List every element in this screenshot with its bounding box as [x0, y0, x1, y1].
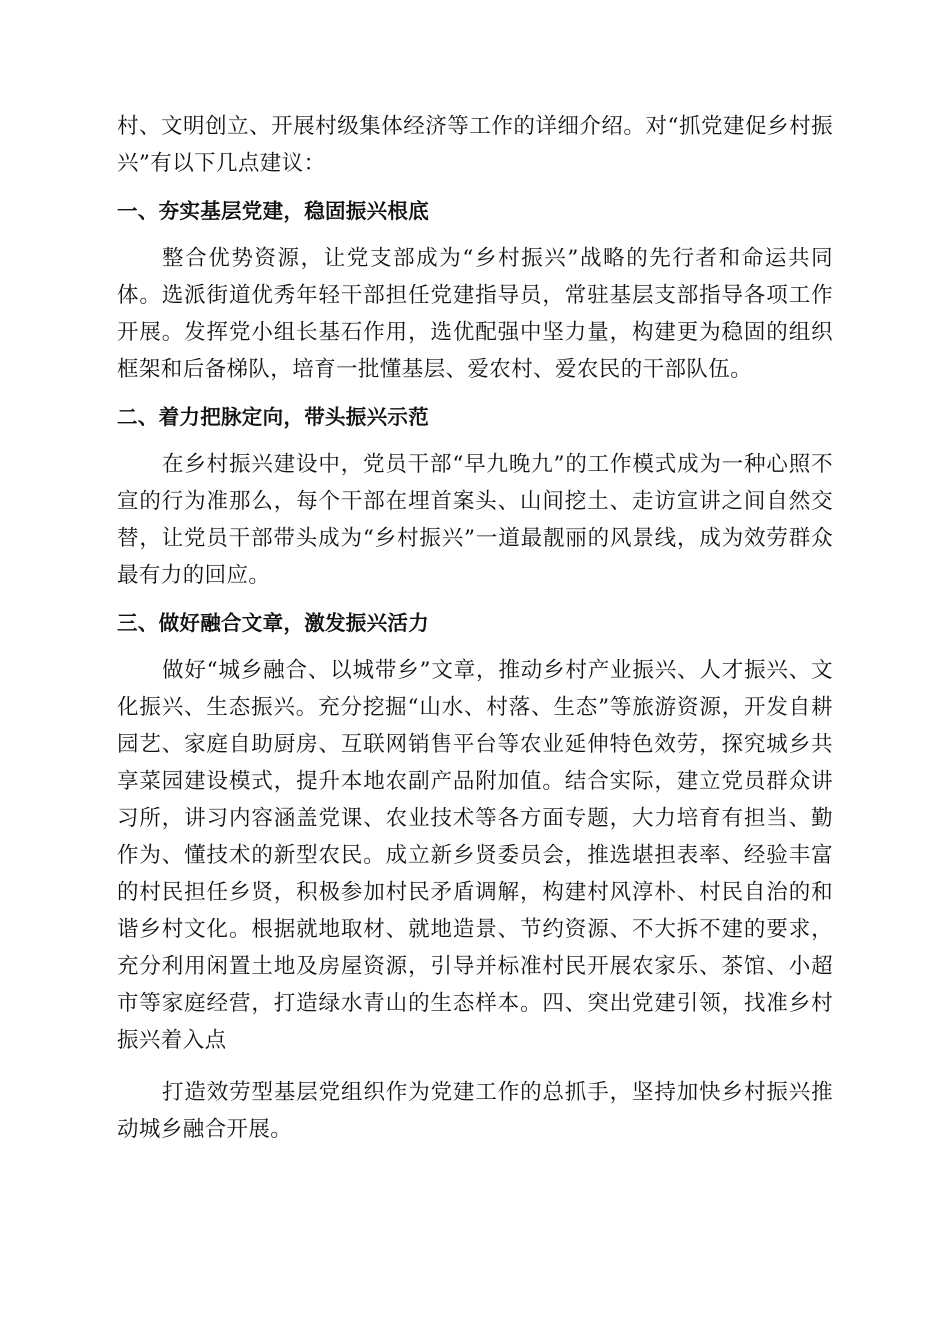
- closing-paragraph: 打造效劳型基层党组织作为党建工作的总抓手，坚持加快乡村振兴推动城乡融合开展。: [117, 1080, 833, 1142]
- section-body-1: 整合优势资源，让党支部成为“乡村振兴”战略的先行者和命运共同体。选派街道优秀年轻干部担任党建指导员，常驻基层支部指导各项工作开展。发挥党小组长基石作用，选优配强中坚力量，构建更为稳固的组织框架和后备梯队，培育一批懂基层、爱农村、爱农民的干部队伍。: [117, 246, 833, 382]
- document-page: [117, 108, 833, 1148]
- section-body-3: 做好“城乡融合、以城带乡”文章，推动乡村产业振兴、人才振兴、文化振兴、生态振兴。充分挖掘“山水、村落、生态”等旅游资源，开发自耕园艺、家庭自助厨房、互联网销售平台等农业延伸特色效劳，探究城乡共享菜园建设模式，提升本地农副产品附加值。结合实际，建立党员群众讲习所，讲习内容涵盖党课、农业技术等各方面专题，大力培育有担当、勤作为、懂技术的新型农民。成立新乡贤委员会，推选堪担表率、经验丰富的村民担任乡贤，积极参加村民矛盾调解，构建村风淳朴、村民自治的和谐乡村文化。根据就地取材、就地造景、节约资源、不大拆不建的要求，充分利用闲置土地及房屋资源，引导并标准村民开展农家乐、茶馆、小超市等家庭经营，打造绿水青山的生态样本。四、突出党建引领，找准乡村振兴着入点: [117, 658, 833, 1053]
- section-body-2: 在乡村振兴建设中，党员干部“早九晚九”的工作模式成为一种心照不宣的行为准那么，每个干部在埋首案头、山间挖土、走访宣讲之间自然交替，让党员干部带头成为“乡村振兴”一道最靓丽的风景线，成为效劳群众最有力的回应。: [117, 452, 833, 588]
- spacer: [117, 594, 833, 608]
- section-heading-2: 二、着力把脉定向，带头振兴示范: [117, 405, 429, 429]
- spacer: [117, 432, 833, 446]
- spacer: [117, 226, 833, 240]
- spacer: [117, 388, 833, 402]
- spacer: [117, 182, 833, 196]
- section-heading-1: 一、夯实基层党建，稳固振兴根底: [117, 199, 429, 223]
- spacer: [117, 638, 833, 652]
- section-heading-3: 三、做好融合文章，激发振兴活力: [117, 611, 429, 635]
- spacer: [117, 1059, 833, 1074]
- intro-paragraph: 村、文明创立、开展村级集体经济等工作的详细介绍。对“抓党建促乡村振兴”有以下几点建议：: [117, 114, 833, 176]
